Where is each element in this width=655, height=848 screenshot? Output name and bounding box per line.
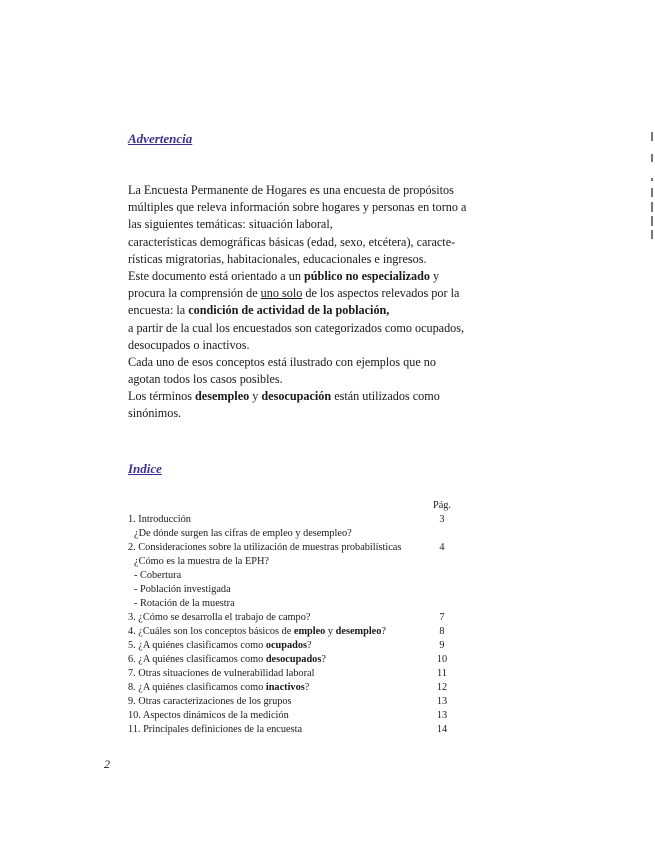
toc-entry: 2. Consideraciones sobre la utilización de muestras probabilísticas <box>128 542 402 553</box>
text-span: ? <box>307 640 312 651</box>
paragraph-line <box>128 388 463 405</box>
toc-entry: 1. Introducción <box>128 514 191 525</box>
text-span: encuesta: la <box>128 303 189 318</box>
bold-term: desocupación <box>261 389 332 403</box>
toc-subentry: ¿De dónde surgen las cifras de empleo y desempleo? <box>134 528 352 539</box>
paragraph-line: las siguientes temáticas: situación laboral, <box>128 217 333 232</box>
paragraph-terms <box>128 388 463 422</box>
text-span: ? <box>321 654 326 665</box>
toc-page-number: 13 <box>436 696 448 707</box>
paragraph-line: múltiples que releva información sobre hogares y personas en torno a <box>128 200 467 215</box>
toc-page-number: 13 <box>436 710 448 721</box>
margin-mark <box>651 132 653 141</box>
paragraph-purpose <box>128 268 463 354</box>
toc-page-number: 3 <box>439 514 445 525</box>
paragraph-line <box>128 285 463 302</box>
toc-entry: 11. Principales definiciones de la encuesta <box>128 724 303 735</box>
toc-page-number: 14 <box>436 724 448 735</box>
bold-term: condición de actividad de la población, <box>188 303 390 318</box>
toc-entry <box>128 640 312 651</box>
text-span: están utilizados como <box>331 389 440 403</box>
page-column-header: Pág. <box>432 500 452 511</box>
toc-subentry: - Población investigada <box>134 584 231 595</box>
paragraph-line: a partir de la cual los encuestados son categorizados como ocupados, <box>128 320 465 335</box>
margin-mark <box>651 202 653 212</box>
toc-subentry: - Rotación de la muestra <box>134 598 235 609</box>
margin-mark <box>651 188 653 197</box>
toc-entry <box>128 654 326 665</box>
toc-entry: 7. Otras situaciones de vulnerabilidad laboral <box>128 668 315 679</box>
text-span: y <box>325 626 336 637</box>
toc-page-number: 11 <box>437 668 447 679</box>
toc-entry <box>128 682 309 693</box>
paragraph-line: sinónimos. <box>128 406 182 421</box>
bold-term: empleo <box>293 626 326 637</box>
paragraph-line: rísticas migratorias, habitacionales, educacionales e ingresos. <box>128 251 427 266</box>
bold-term: desempleo <box>195 389 250 403</box>
advertencia-heading: Advertencia <box>128 131 193 146</box>
toc-entry: 3. ¿Cómo se desarrolla el trabajo de campo? <box>128 612 311 623</box>
text-span: Los términos <box>128 389 196 403</box>
margin-mark <box>651 216 653 226</box>
paragraph-line: Cada uno de esos conceptos está ilustrado con ejemplos que no <box>128 355 436 369</box>
margin-mark <box>651 230 653 239</box>
paragraph-line <box>128 302 463 319</box>
paragraph-line <box>128 268 463 285</box>
text-span: y <box>429 269 440 283</box>
toc-page-number: 7 <box>439 612 445 623</box>
paragraph-line: agotan todos los casos posibles. <box>128 372 283 387</box>
bold-term: desempleo <box>335 626 382 637</box>
toc-page-number: 4 <box>439 542 445 553</box>
toc-subentry: ¿Cómo es la muestra de la EPH? <box>134 556 269 567</box>
text-span: 8. ¿A quiénes clasificamos como <box>128 682 266 693</box>
text-span: Este documento está orientado a un <box>128 269 304 283</box>
text-span: 5. ¿A quiénes clasificamos como <box>128 640 266 651</box>
bold-term: inactivos <box>265 682 305 693</box>
paragraph-intro <box>128 182 467 268</box>
margin-mark <box>651 154 653 162</box>
text-span: y <box>249 389 262 403</box>
paragraph-line: La Encuesta Permanente de Hogares es una encuesta de propósitos <box>128 183 454 197</box>
toc-entry: 10. Aspectos dinámicos de la medición <box>128 710 289 721</box>
toc-page-number: 8 <box>439 626 445 637</box>
margin-mark <box>651 178 653 181</box>
text-span: procura la comprensión de <box>128 286 261 301</box>
bold-term: desocupados <box>265 654 322 665</box>
text-span: 4. ¿Cuáles son los conceptos básicos de <box>128 626 294 637</box>
toc-page-number: 9 <box>439 640 445 651</box>
toc-entry: 9. Otras caracterizaciones de los grupos <box>128 696 292 707</box>
text-span: de los aspectos relevados por la <box>302 286 460 301</box>
paragraph-line: características demográficas básicas (edad, sexo, etcétera), caracte- <box>128 234 456 249</box>
text-span: 6. ¿A quiénes clasificamos como <box>128 654 266 665</box>
toc-subentry: - Cobertura <box>134 570 182 581</box>
bold-term: público no especializado <box>304 269 430 283</box>
text-span: ? <box>304 682 310 693</box>
toc-page-number: 10 <box>436 654 448 665</box>
toc-entry <box>128 626 386 637</box>
paragraph-line: desocupados o inactivos. <box>128 337 250 352</box>
page-number: 2 <box>104 757 110 771</box>
paragraph-examples <box>128 354 463 388</box>
bold-term: ocupados <box>265 640 308 651</box>
indice-heading: Indice <box>128 461 162 476</box>
underlined-term: uno solo <box>260 286 303 301</box>
toc-page-number: 12 <box>436 682 448 693</box>
text-span: ? <box>381 626 386 637</box>
